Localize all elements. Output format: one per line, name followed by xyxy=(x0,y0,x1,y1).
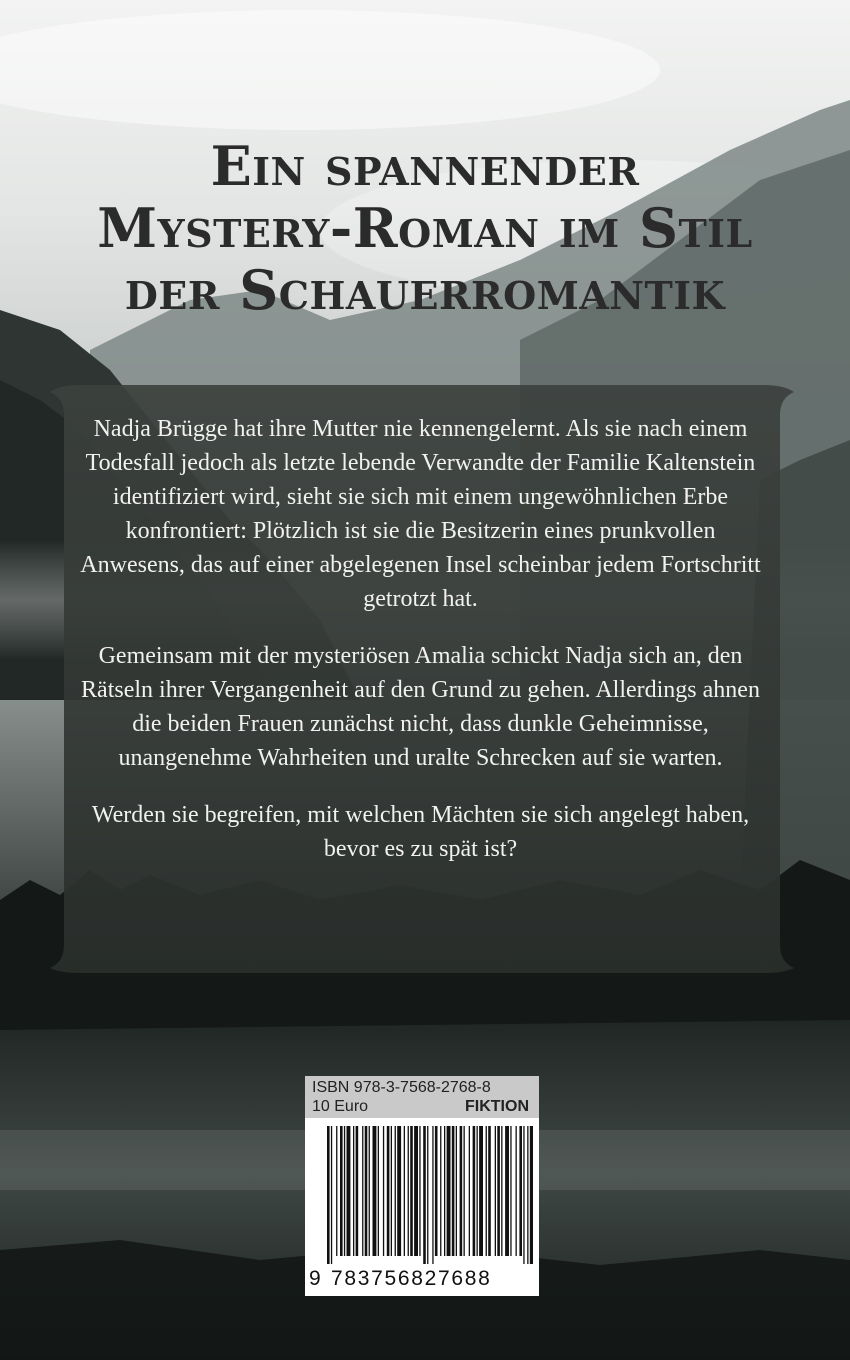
barcode-bar xyxy=(369,1126,370,1256)
barcode-bar xyxy=(530,1126,533,1264)
barcode-bar xyxy=(473,1126,476,1256)
price: 10 Euro xyxy=(312,1098,369,1115)
barcode-bar xyxy=(440,1126,441,1256)
barcode-bar xyxy=(497,1126,500,1256)
barcode-bar xyxy=(447,1126,451,1256)
barcode-bar xyxy=(488,1126,491,1256)
barcode-bar xyxy=(510,1126,511,1256)
barcode-bar xyxy=(469,1126,470,1256)
barcode-bar xyxy=(479,1126,483,1256)
barcode-bar xyxy=(387,1126,390,1256)
barcode-bar xyxy=(452,1126,455,1256)
barcode-bar xyxy=(344,1126,345,1256)
barcode-bar xyxy=(423,1126,426,1264)
barcode-bar xyxy=(336,1126,337,1256)
barcode-bar xyxy=(456,1126,457,1256)
barcode-bar xyxy=(435,1126,438,1256)
barcode-bar xyxy=(327,1126,330,1264)
barcode-bar xyxy=(505,1126,509,1256)
blurb-paragraph-3: Werden sie begreifen, mit welchen Mächten sie sich angelegt haben, bevor es zu spät ist? xyxy=(91,802,750,862)
barcode-bar xyxy=(365,1126,368,1256)
headline-line-2: Mystery-Roman im Stil xyxy=(97,196,753,260)
barcode-bar xyxy=(378,1126,379,1256)
barcode-bar xyxy=(460,1126,463,1256)
barcode-bar xyxy=(410,1126,413,1256)
barcode-bar xyxy=(486,1126,487,1256)
headline xyxy=(0,135,850,321)
barcode-bar xyxy=(495,1126,496,1256)
barcode-bar xyxy=(353,1126,354,1256)
barcode xyxy=(325,1126,533,1264)
barcode-bar xyxy=(397,1126,401,1256)
barcode-bar xyxy=(331,1126,332,1264)
barcode-bar xyxy=(432,1126,433,1264)
blurb-paragraph-1: Nadja Brügge hat ihre Mutter nie kennengelernt. Als sie nach einem Todesfall jedoch als letzte lebende Verwandte der Familie Kaltenstein identifiziert wird, sieht sie sich mit einem ungewöhnlichen Erbe konfrontiert: Plötzlich ist sie die Besitzerin eines prunkvollen Anwesens, das auf einer abgelegenen Insel scheinbar jedem Fortschritt getrotzt hat. xyxy=(80,416,761,612)
barcode-bar xyxy=(340,1126,343,1256)
barcode-bar xyxy=(523,1126,524,1264)
barcode-bar xyxy=(414,1126,418,1256)
isbn-barcode-block xyxy=(305,1076,539,1296)
barcode-bar xyxy=(444,1126,445,1256)
isbn-number: ISBN 978-3-7568-2768-8 xyxy=(312,1079,491,1096)
barcode-lead-digit: 9 xyxy=(309,1267,321,1290)
barcode-bar xyxy=(427,1126,428,1264)
barcode-bar xyxy=(356,1126,359,1256)
barcode-bar xyxy=(373,1126,377,1256)
isbn-header xyxy=(305,1076,539,1118)
blurb-paragraph-2: Gemeinsam mit der mysteriösen Amalia schickt Nadja sich an, den Rätseln ihrer Vergangenheit auf den Grund zu gehen. Allerdings ahnen die beiden Frauen zunächst nicht, dass dunkle Geheimnisse, unangenehme Wahrheiten und uralte Schrecken auf sie warten. xyxy=(81,643,760,771)
barcode-bar xyxy=(519,1126,522,1256)
barcode-number xyxy=(305,1264,539,1294)
barcode-bar xyxy=(395,1126,396,1256)
barcode-bar xyxy=(477,1126,478,1256)
barcode-bar xyxy=(404,1126,405,1256)
barcode-bar xyxy=(419,1126,420,1256)
barcode-bar xyxy=(501,1126,502,1256)
headline-line-3: der Schauerromantik xyxy=(124,258,726,322)
blurb xyxy=(78,412,763,889)
barcode-bar xyxy=(408,1126,409,1256)
barcode-bar xyxy=(347,1126,351,1256)
barcode-bar xyxy=(362,1126,363,1256)
genre-label: FIKTION xyxy=(465,1098,529,1115)
barcode-bar xyxy=(516,1126,517,1256)
barcode-bar xyxy=(527,1126,528,1264)
headline-line-1: Ein spannender xyxy=(210,134,640,198)
barcode-bar xyxy=(391,1126,392,1256)
barcode-bar xyxy=(464,1126,465,1256)
barcode-digits: 783756827688 xyxy=(331,1267,492,1290)
barcode-bar xyxy=(383,1126,384,1256)
